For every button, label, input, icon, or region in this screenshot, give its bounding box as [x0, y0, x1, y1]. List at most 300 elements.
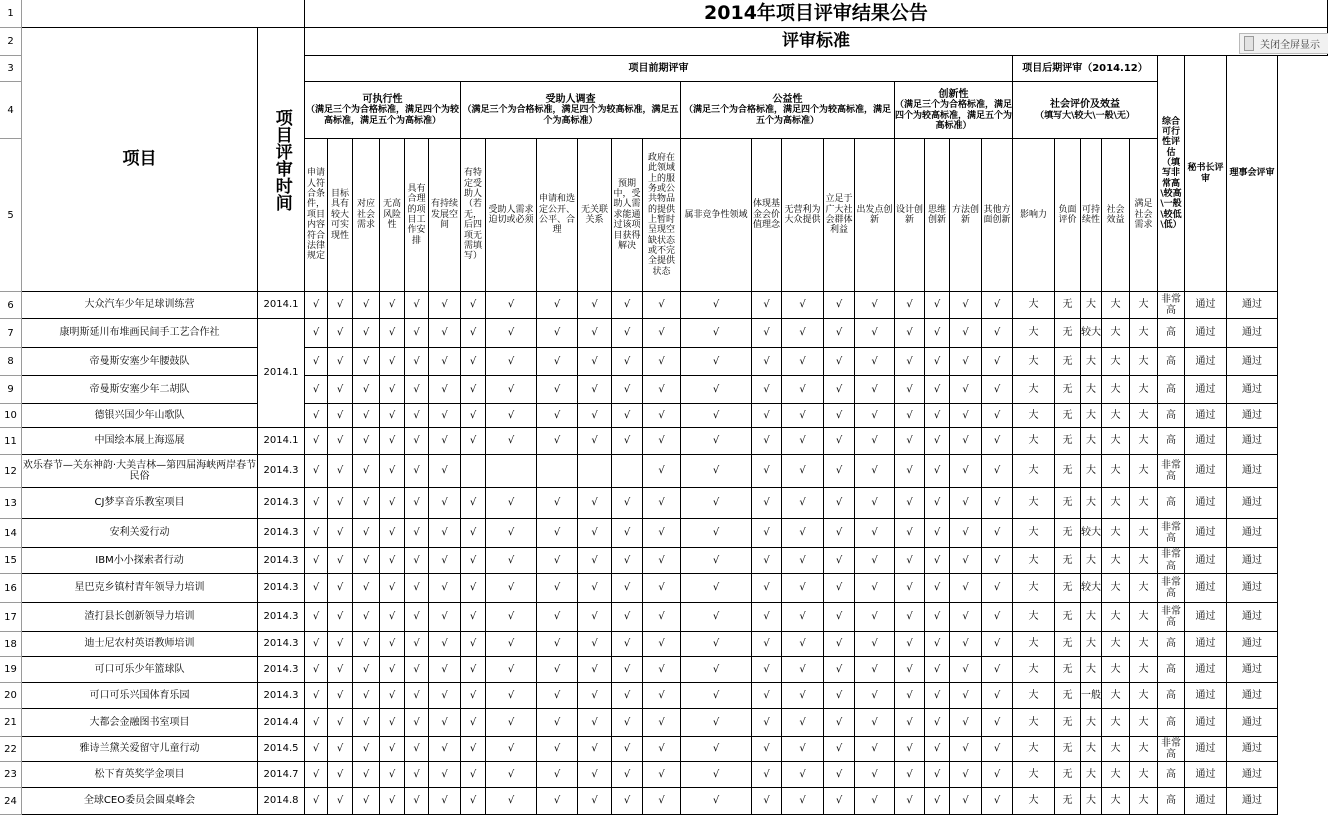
board-cell[interactable]: 通过 — [1227, 709, 1278, 737]
overall-cell[interactable]: 高 — [1158, 319, 1185, 348]
check-cell[interactable]: √ — [612, 319, 643, 348]
impact-cell[interactable]: 大 — [1013, 788, 1055, 815]
check-cell[interactable]: √ — [752, 683, 782, 709]
sustain-cell[interactable]: 大 — [1081, 603, 1102, 632]
check-cell[interactable]: √ — [305, 455, 328, 488]
check-cell[interactable]: √ — [486, 548, 537, 574]
check-cell[interactable]: √ — [855, 376, 895, 404]
board-cell[interactable]: 通过 — [1227, 788, 1278, 815]
check-cell[interactable]: √ — [353, 657, 380, 683]
social-cell[interactable]: 大 — [1102, 319, 1130, 348]
check-cell[interactable]: √ — [752, 632, 782, 657]
needs-cell[interactable]: 大 — [1130, 348, 1158, 376]
check-cell[interactable]: √ — [353, 348, 380, 376]
social-cell[interactable]: 大 — [1102, 292, 1130, 319]
project-name-cell[interactable]: CJ梦享音乐教室项目 — [22, 488, 258, 519]
project-name-cell[interactable]: 中国绘本展上海巡展 — [22, 428, 258, 455]
check-cell[interactable]: √ — [824, 319, 855, 348]
project-name-cell[interactable]: 渣打县长创新领导力培训 — [22, 603, 258, 632]
check-cell[interactable]: √ — [643, 574, 681, 603]
check-cell[interactable]: √ — [782, 788, 824, 815]
check-cell[interactable]: √ — [328, 519, 353, 548]
check-cell[interactable]: √ — [752, 404, 782, 428]
check-cell[interactable]: √ — [380, 762, 405, 788]
check-cell[interactable]: √ — [380, 348, 405, 376]
check-cell[interactable]: √ — [537, 788, 578, 815]
secretary-cell[interactable]: 通过 — [1185, 574, 1227, 603]
check-cell[interactable]: √ — [982, 404, 1013, 428]
check-cell[interactable]: √ — [925, 788, 950, 815]
secretary-cell[interactable]: 通过 — [1185, 548, 1227, 574]
impact-cell[interactable]: 大 — [1013, 737, 1055, 762]
check-cell[interactable]: √ — [461, 683, 486, 709]
impact-cell[interactable]: 大 — [1013, 488, 1055, 519]
check-cell[interactable]: √ — [578, 574, 612, 603]
check-cell[interactable]: √ — [925, 762, 950, 788]
sustain-cell[interactable]: 大 — [1081, 632, 1102, 657]
project-name-cell[interactable]: 可口可乐兴国体育乐园 — [22, 683, 258, 709]
check-cell[interactable]: √ — [429, 428, 461, 455]
negative-cell[interactable]: 无 — [1055, 788, 1081, 815]
needs-cell[interactable]: 大 — [1130, 519, 1158, 548]
check-cell[interactable] — [612, 455, 643, 488]
check-cell[interactable]: √ — [950, 762, 982, 788]
check-cell[interactable]: √ — [681, 683, 752, 709]
check-cell[interactable]: √ — [353, 574, 380, 603]
check-cell[interactable]: √ — [950, 348, 982, 376]
check-cell[interactable]: √ — [380, 455, 405, 488]
check-cell[interactable]: √ — [305, 683, 328, 709]
project-name-cell[interactable]: 迪士尼农村英语教师培训 — [22, 632, 258, 657]
check-cell[interactable]: √ — [855, 574, 895, 603]
check-cell[interactable]: √ — [380, 292, 405, 319]
check-cell[interactable]: √ — [578, 657, 612, 683]
check-cell[interactable]: √ — [643, 519, 681, 548]
impact-cell[interactable]: 大 — [1013, 319, 1055, 348]
check-cell[interactable]: √ — [429, 737, 461, 762]
sustain-cell[interactable]: 大 — [1081, 488, 1102, 519]
check-cell[interactable]: √ — [405, 319, 429, 348]
check-cell[interactable]: √ — [305, 762, 328, 788]
check-cell[interactable]: √ — [305, 488, 328, 519]
check-cell[interactable]: √ — [305, 548, 328, 574]
check-cell[interactable]: √ — [486, 376, 537, 404]
check-cell[interactable]: √ — [612, 548, 643, 574]
needs-cell[interactable]: 大 — [1130, 455, 1158, 488]
check-cell[interactable]: √ — [461, 762, 486, 788]
check-cell[interactable]: √ — [405, 632, 429, 657]
check-cell[interactable]: √ — [824, 455, 855, 488]
check-cell[interactable]: √ — [353, 428, 380, 455]
board-cell[interactable]: 通过 — [1227, 348, 1278, 376]
check-cell[interactable]: √ — [895, 319, 925, 348]
check-cell[interactable]: √ — [612, 788, 643, 815]
check-cell[interactable]: √ — [578, 737, 612, 762]
impact-cell[interactable]: 大 — [1013, 348, 1055, 376]
check-cell[interactable]: √ — [461, 519, 486, 548]
secretary-cell[interactable]: 通过 — [1185, 292, 1227, 319]
impact-cell[interactable]: 大 — [1013, 657, 1055, 683]
check-cell[interactable]: √ — [855, 519, 895, 548]
board-cell[interactable]: 通过 — [1227, 292, 1278, 319]
check-cell[interactable]: √ — [824, 574, 855, 603]
review-time-cell[interactable]: 2014.8 — [258, 788, 305, 815]
secretary-cell[interactable]: 通过 — [1185, 376, 1227, 404]
check-cell[interactable]: √ — [925, 376, 950, 404]
check-cell[interactable]: √ — [925, 574, 950, 603]
row-number[interactable]: 13 — [0, 488, 22, 519]
check-cell[interactable]: √ — [380, 737, 405, 762]
social-cell[interactable]: 大 — [1102, 709, 1130, 737]
overall-cell[interactable]: 非常高 — [1158, 603, 1185, 632]
check-cell[interactable]: √ — [895, 292, 925, 319]
overall-cell[interactable]: 高 — [1158, 488, 1185, 519]
overall-cell[interactable]: 高 — [1158, 348, 1185, 376]
check-cell[interactable]: √ — [855, 404, 895, 428]
negative-cell[interactable]: 无 — [1055, 737, 1081, 762]
needs-cell[interactable]: 大 — [1130, 737, 1158, 762]
negative-cell[interactable]: 无 — [1055, 428, 1081, 455]
check-cell[interactable]: √ — [461, 603, 486, 632]
check-cell[interactable]: √ — [612, 292, 643, 319]
check-cell[interactable]: √ — [305, 519, 328, 548]
check-cell[interactable]: √ — [752, 574, 782, 603]
secretary-cell[interactable]: 通过 — [1185, 657, 1227, 683]
row-number[interactable]: 5 — [0, 139, 22, 292]
check-cell[interactable]: √ — [950, 428, 982, 455]
check-cell[interactable]: √ — [612, 632, 643, 657]
check-cell[interactable]: √ — [612, 603, 643, 632]
board-cell[interactable]: 通过 — [1227, 455, 1278, 488]
check-cell[interactable]: √ — [782, 519, 824, 548]
impact-cell[interactable]: 大 — [1013, 376, 1055, 404]
negative-cell[interactable]: 无 — [1055, 292, 1081, 319]
review-time-cell[interactable]: 2014.7 — [258, 762, 305, 788]
board-cell[interactable]: 通过 — [1227, 632, 1278, 657]
check-cell[interactable]: √ — [461, 548, 486, 574]
check-cell[interactable]: √ — [612, 737, 643, 762]
check-cell[interactable]: √ — [537, 762, 578, 788]
check-cell[interactable]: √ — [643, 428, 681, 455]
check-cell[interactable]: √ — [429, 603, 461, 632]
sustain-cell[interactable]: 大 — [1081, 762, 1102, 788]
check-cell[interactable]: √ — [486, 348, 537, 376]
check-cell[interactable]: √ — [353, 519, 380, 548]
check-cell[interactable]: √ — [537, 737, 578, 762]
board-cell[interactable]: 通过 — [1227, 574, 1278, 603]
check-cell[interactable]: √ — [982, 632, 1013, 657]
check-cell[interactable]: √ — [643, 657, 681, 683]
board-cell[interactable]: 通过 — [1227, 657, 1278, 683]
check-cell[interactable]: √ — [328, 548, 353, 574]
check-cell[interactable]: √ — [925, 657, 950, 683]
social-cell[interactable]: 大 — [1102, 348, 1130, 376]
check-cell[interactable]: √ — [328, 737, 353, 762]
check-cell[interactable]: √ — [328, 428, 353, 455]
check-cell[interactable]: √ — [752, 319, 782, 348]
check-cell[interactable]: √ — [782, 404, 824, 428]
check-cell[interactable]: √ — [380, 376, 405, 404]
check-cell[interactable]: √ — [681, 603, 752, 632]
row-number[interactable]: 21 — [0, 709, 22, 737]
check-cell[interactable]: √ — [578, 319, 612, 348]
check-cell[interactable]: √ — [643, 632, 681, 657]
review-time-cell[interactable]: 2014.3 — [258, 455, 305, 488]
row-number[interactable]: 20 — [0, 683, 22, 709]
check-cell[interactable]: √ — [982, 488, 1013, 519]
check-cell[interactable]: √ — [461, 632, 486, 657]
check-cell[interactable]: √ — [895, 632, 925, 657]
check-cell[interactable]: √ — [681, 709, 752, 737]
check-cell[interactable]: √ — [353, 603, 380, 632]
check-cell[interactable]: √ — [982, 348, 1013, 376]
row-number[interactable]: 10 — [0, 404, 22, 428]
check-cell[interactable]: √ — [681, 455, 752, 488]
check-cell[interactable]: √ — [681, 376, 752, 404]
check-cell[interactable]: √ — [305, 709, 328, 737]
check-cell[interactable]: √ — [982, 709, 1013, 737]
row-number[interactable]: 4 — [0, 82, 22, 139]
check-cell[interactable]: √ — [537, 632, 578, 657]
check-cell[interactable]: √ — [612, 404, 643, 428]
project-name-cell[interactable]: 可口可乐少年篮球队 — [22, 657, 258, 683]
row-number[interactable]: 24 — [0, 788, 22, 815]
check-cell[interactable]: √ — [461, 319, 486, 348]
board-cell[interactable]: 通过 — [1227, 548, 1278, 574]
check-cell[interactable]: √ — [405, 348, 429, 376]
check-cell[interactable]: √ — [429, 548, 461, 574]
check-cell[interactable]: √ — [612, 348, 643, 376]
check-cell[interactable]: √ — [380, 603, 405, 632]
social-cell[interactable]: 大 — [1102, 683, 1130, 709]
check-cell[interactable]: √ — [405, 709, 429, 737]
check-cell[interactable]: √ — [612, 488, 643, 519]
check-cell[interactable]: √ — [925, 348, 950, 376]
check-cell[interactable]: √ — [752, 428, 782, 455]
needs-cell[interactable]: 大 — [1130, 488, 1158, 519]
check-cell[interactable]: √ — [782, 762, 824, 788]
check-cell[interactable]: √ — [950, 632, 982, 657]
check-cell[interactable]: √ — [328, 709, 353, 737]
check-cell[interactable]: √ — [380, 548, 405, 574]
impact-cell[interactable]: 大 — [1013, 762, 1055, 788]
check-cell[interactable]: √ — [824, 709, 855, 737]
check-cell[interactable]: √ — [782, 348, 824, 376]
check-cell[interactable]: √ — [925, 737, 950, 762]
impact-cell[interactable]: 大 — [1013, 683, 1055, 709]
overall-cell[interactable]: 高 — [1158, 428, 1185, 455]
check-cell[interactable]: √ — [950, 519, 982, 548]
check-cell[interactable]: √ — [925, 292, 950, 319]
check-cell[interactable]: √ — [405, 657, 429, 683]
check-cell[interactable]: √ — [578, 709, 612, 737]
check-cell[interactable]: √ — [353, 404, 380, 428]
check-cell[interactable]: √ — [305, 348, 328, 376]
sustain-cell[interactable]: 较大 — [1081, 574, 1102, 603]
overall-cell[interactable]: 高 — [1158, 762, 1185, 788]
needs-cell[interactable]: 大 — [1130, 603, 1158, 632]
overall-cell[interactable]: 高 — [1158, 657, 1185, 683]
check-cell[interactable]: √ — [305, 428, 328, 455]
check-cell[interactable]: √ — [681, 657, 752, 683]
check-cell[interactable]: √ — [537, 348, 578, 376]
row-number[interactable]: 11 — [0, 428, 22, 455]
check-cell[interactable]: √ — [612, 683, 643, 709]
check-cell[interactable]: √ — [461, 574, 486, 603]
check-cell[interactable]: √ — [681, 632, 752, 657]
row-number[interactable]: 7 — [0, 319, 22, 348]
check-cell[interactable]: √ — [461, 376, 486, 404]
check-cell[interactable]: √ — [328, 348, 353, 376]
check-cell[interactable]: √ — [895, 519, 925, 548]
check-cell[interactable]: √ — [855, 548, 895, 574]
check-cell[interactable]: √ — [752, 657, 782, 683]
needs-cell[interactable]: 大 — [1130, 319, 1158, 348]
check-cell[interactable]: √ — [855, 762, 895, 788]
check-cell[interactable]: √ — [643, 455, 681, 488]
check-cell[interactable]: √ — [982, 574, 1013, 603]
check-cell[interactable]: √ — [461, 488, 486, 519]
check-cell[interactable]: √ — [578, 292, 612, 319]
check-cell[interactable]: √ — [486, 574, 537, 603]
check-cell[interactable]: √ — [681, 788, 752, 815]
check-cell[interactable]: √ — [380, 632, 405, 657]
negative-cell[interactable]: 无 — [1055, 603, 1081, 632]
check-cell[interactable]: √ — [429, 376, 461, 404]
impact-cell[interactable]: 大 — [1013, 632, 1055, 657]
review-time-cell[interactable]: 2014.5 — [258, 737, 305, 762]
check-cell[interactable]: √ — [486, 737, 537, 762]
check-cell[interactable]: √ — [537, 603, 578, 632]
check-cell[interactable]: √ — [537, 428, 578, 455]
secretary-cell[interactable]: 通过 — [1185, 788, 1227, 815]
check-cell[interactable]: √ — [405, 519, 429, 548]
check-cell[interactable]: √ — [824, 762, 855, 788]
board-cell[interactable]: 通过 — [1227, 428, 1278, 455]
check-cell[interactable]: √ — [486, 428, 537, 455]
check-cell[interactable]: √ — [305, 657, 328, 683]
check-cell[interactable]: √ — [855, 657, 895, 683]
check-cell[interactable]: √ — [486, 404, 537, 428]
check-cell[interactable]: √ — [429, 788, 461, 815]
check-cell[interactable]: √ — [461, 788, 486, 815]
impact-cell[interactable]: 大 — [1013, 404, 1055, 428]
needs-cell[interactable]: 大 — [1130, 574, 1158, 603]
check-cell[interactable]: √ — [429, 319, 461, 348]
check-cell[interactable]: √ — [855, 292, 895, 319]
sustain-cell[interactable]: 大 — [1081, 348, 1102, 376]
negative-cell[interactable]: 无 — [1055, 657, 1081, 683]
check-cell[interactable]: √ — [578, 488, 612, 519]
check-cell[interactable]: √ — [328, 683, 353, 709]
social-cell[interactable]: 大 — [1102, 376, 1130, 404]
check-cell[interactable]: √ — [578, 603, 612, 632]
check-cell[interactable]: √ — [405, 683, 429, 709]
board-cell[interactable]: 通过 — [1227, 376, 1278, 404]
sustain-cell[interactable]: 大 — [1081, 292, 1102, 319]
check-cell[interactable]: √ — [429, 657, 461, 683]
check-cell[interactable]: √ — [405, 762, 429, 788]
overall-cell[interactable]: 非常高 — [1158, 574, 1185, 603]
check-cell[interactable]: √ — [486, 709, 537, 737]
check-cell[interactable]: √ — [855, 683, 895, 709]
check-cell[interactable]: √ — [895, 376, 925, 404]
sustain-cell[interactable]: 较大 — [1081, 519, 1102, 548]
board-cell[interactable]: 通过 — [1227, 404, 1278, 428]
check-cell[interactable]: √ — [824, 488, 855, 519]
check-cell[interactable]: √ — [643, 737, 681, 762]
check-cell[interactable]: √ — [537, 519, 578, 548]
check-cell[interactable]: √ — [305, 376, 328, 404]
check-cell[interactable]: √ — [925, 548, 950, 574]
check-cell[interactable]: √ — [895, 603, 925, 632]
needs-cell[interactable]: 大 — [1130, 548, 1158, 574]
check-cell[interactable]: √ — [353, 319, 380, 348]
check-cell[interactable]: √ — [486, 488, 537, 519]
check-cell[interactable]: √ — [578, 632, 612, 657]
check-cell[interactable]: √ — [895, 737, 925, 762]
check-cell[interactable]: √ — [982, 455, 1013, 488]
check-cell[interactable]: √ — [328, 455, 353, 488]
check-cell[interactable]: √ — [824, 657, 855, 683]
check-cell[interactable]: √ — [824, 404, 855, 428]
review-time-cell[interactable]: 2014.3 — [258, 548, 305, 574]
check-cell[interactable]: √ — [925, 632, 950, 657]
check-cell[interactable]: √ — [895, 455, 925, 488]
check-cell[interactable]: √ — [925, 428, 950, 455]
overall-cell[interactable]: 非常高 — [1158, 548, 1185, 574]
check-cell[interactable]: √ — [782, 657, 824, 683]
check-cell[interactable]: √ — [353, 632, 380, 657]
review-time-cell[interactable]: 2014.1 — [258, 428, 305, 455]
check-cell[interactable]: √ — [950, 788, 982, 815]
check-cell[interactable]: √ — [950, 319, 982, 348]
sustain-cell[interactable]: 较大 — [1081, 319, 1102, 348]
secretary-cell[interactable]: 通过 — [1185, 319, 1227, 348]
project-name-cell[interactable]: IBM小小探索者行动 — [22, 548, 258, 574]
sustain-cell[interactable]: 大 — [1081, 455, 1102, 488]
check-cell[interactable]: √ — [643, 348, 681, 376]
check-cell[interactable]: √ — [824, 376, 855, 404]
check-cell[interactable]: √ — [782, 574, 824, 603]
check-cell[interactable]: √ — [328, 788, 353, 815]
check-cell[interactable]: √ — [950, 709, 982, 737]
row-number[interactable]: 3 — [0, 56, 22, 82]
check-cell[interactable]: √ — [950, 292, 982, 319]
sustain-cell[interactable]: 一般 — [1081, 683, 1102, 709]
check-cell[interactable]: √ — [380, 788, 405, 815]
board-cell[interactable]: 通过 — [1227, 603, 1278, 632]
check-cell[interactable]: √ — [405, 574, 429, 603]
negative-cell[interactable]: 无 — [1055, 519, 1081, 548]
check-cell[interactable] — [578, 455, 612, 488]
check-cell[interactable]: √ — [305, 737, 328, 762]
check-cell[interactable]: √ — [405, 737, 429, 762]
social-cell[interactable]: 大 — [1102, 657, 1130, 683]
check-cell[interactable]: √ — [353, 683, 380, 709]
check-cell[interactable]: √ — [429, 348, 461, 376]
needs-cell[interactable]: 大 — [1130, 632, 1158, 657]
check-cell[interactable]: √ — [486, 292, 537, 319]
project-name-cell[interactable]: 欢乐春节—关东神韵·大美吉林—第四届海峡两岸春节民俗 — [22, 455, 258, 488]
check-cell[interactable] — [537, 455, 578, 488]
check-cell[interactable]: √ — [486, 788, 537, 815]
check-cell[interactable]: √ — [681, 548, 752, 574]
check-cell[interactable]: √ — [537, 404, 578, 428]
check-cell[interactable]: √ — [752, 603, 782, 632]
secretary-cell[interactable]: 通过 — [1185, 762, 1227, 788]
check-cell[interactable]: √ — [982, 376, 1013, 404]
